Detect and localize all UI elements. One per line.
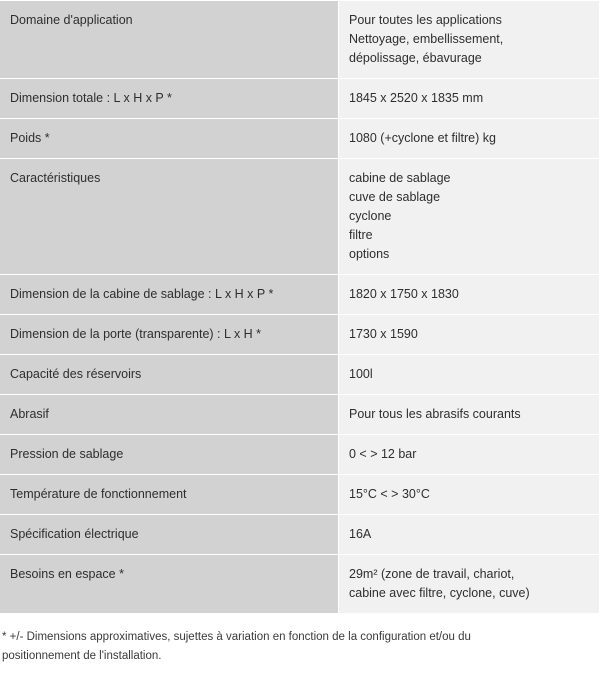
spec-label: Pression de sablage <box>0 435 339 475</box>
footnote <box>0 614 566 666</box>
table-row <box>0 515 599 555</box>
table-row <box>0 435 599 475</box>
footnote-line: * +/- Dimensions approximatives, sujettes à variation en fonction de la configuration et/ou du <box>2 631 471 643</box>
table-row <box>0 79 599 119</box>
table-body <box>0 1 599 614</box>
spec-value <box>339 395 600 435</box>
footnote-line: positionnement de l'installation. <box>2 650 162 662</box>
spec-value-line: 15°C < > 30°C <box>349 487 430 501</box>
spec-label: Dimension de la porte (transparente) : L x H * <box>0 315 339 355</box>
spec-value-line: 0 < > 12 bar <box>349 447 417 461</box>
spec-value <box>339 275 600 315</box>
spec-value <box>339 1 600 79</box>
spec-value-line: cabine avec filtre, cyclone, cuve) <box>349 586 530 600</box>
spec-value <box>339 555 600 614</box>
table-row <box>0 395 599 435</box>
spec-label: Abrasif <box>0 395 339 435</box>
spec-label: Température de fonctionnement <box>0 475 339 515</box>
table-row <box>0 355 599 395</box>
spec-value-line: filtre <box>349 228 373 242</box>
table-row <box>0 475 599 515</box>
spec-value-line: 100l <box>349 367 373 381</box>
spec-value-line: Nettoyage, embellissement, <box>349 32 504 46</box>
spec-value <box>339 119 600 159</box>
spec-value <box>339 79 600 119</box>
table-row <box>0 119 599 159</box>
spec-value-line: 1080 (+cyclone et filtre) kg <box>349 131 496 145</box>
spec-value-line: cabine de sablage <box>349 171 451 185</box>
spec-value <box>339 315 600 355</box>
spec-label: Capacité des réservoirs <box>0 355 339 395</box>
spec-value-line: 1845 x 2520 x 1835 mm <box>349 91 484 105</box>
spec-value-line: Pour toutes les applications <box>349 13 502 27</box>
spec-value-line: cuve de sablage <box>349 190 441 204</box>
spec-value <box>339 159 600 275</box>
spec-value-line: 1820 x 1750 x 1830 <box>349 287 459 301</box>
table-row <box>0 555 599 614</box>
spec-value-line: dépolissage, ébavurage <box>349 51 482 65</box>
table-row <box>0 1 599 79</box>
spec-value-line: 1730 x 1590 <box>349 327 418 341</box>
spec-label: Spécification électrique <box>0 515 339 555</box>
spec-value <box>339 355 600 395</box>
table-row <box>0 315 599 355</box>
table-row <box>0 159 599 275</box>
spec-label: Poids * <box>0 119 339 159</box>
spec-value <box>339 435 600 475</box>
spec-value-line: 16A <box>349 527 372 541</box>
table-row <box>0 275 599 315</box>
spec-value-line: options <box>349 247 390 261</box>
spec-label: Dimension totale : L x H x P * <box>0 79 339 119</box>
spec-value <box>339 475 600 515</box>
spec-value-line: 29m² (zone de travail, chariot, <box>349 567 515 581</box>
spec-value-line: cyclone <box>349 209 392 223</box>
spec-label: Caractéristiques <box>0 159 339 275</box>
spec-label: Besoins en espace * <box>0 555 339 614</box>
spec-label: Dimension de la cabine de sablage : L x H x P * <box>0 275 339 315</box>
spec-label: Domaine d'application <box>0 1 339 79</box>
spec-value-line: Pour tous les abrasifs courants <box>349 407 521 421</box>
spec-value <box>339 515 600 555</box>
